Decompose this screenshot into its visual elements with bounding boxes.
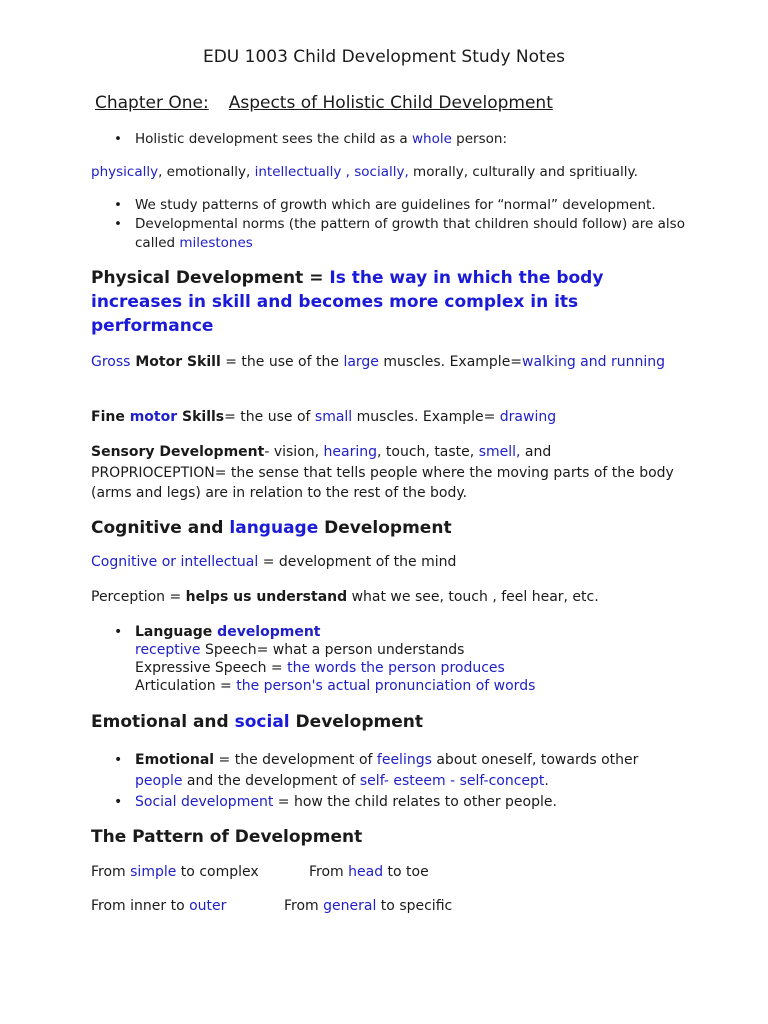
text-run: development — [217, 624, 321, 640]
text-run: Emotional and — [91, 712, 235, 732]
text-run: Emotional — [135, 752, 215, 768]
text-run: . — [544, 773, 549, 789]
text-run: Language — [135, 624, 218, 640]
text-run: Developmental norms (the pattern of growth that children should follow) are also called — [135, 216, 685, 251]
text-run: feelings — [376, 752, 432, 768]
text-run: simple — [130, 864, 177, 880]
text-run: self- esteem - self-concept — [359, 773, 545, 789]
text-run: about oneself, towards other — [431, 752, 639, 768]
text-run: hearing — [323, 444, 378, 460]
physical-heading — [91, 266, 688, 338]
text-run: = development of the mind — [258, 554, 457, 570]
sensory-paragraph — [91, 442, 688, 504]
text-run: Cognitive and — [91, 518, 230, 538]
text-run: what we see, touch , feel hear, etc. — [347, 589, 599, 605]
text-run: , touch, taste, — [377, 444, 479, 460]
fine-motor-paragraph — [91, 408, 688, 427]
emotional-list — [135, 750, 688, 813]
text-run: outer — [189, 898, 227, 914]
language-list — [135, 623, 688, 695]
text-run: Social development — [135, 794, 274, 810]
text-run: , emotionally, — [158, 164, 255, 180]
text-run: muscles. Example= — [352, 409, 500, 425]
document-title: EDU 1003 Child Development Study Notes — [202, 47, 566, 67]
list-item — [135, 130, 688, 149]
text-run: = the development of — [214, 752, 377, 768]
text-run: Skills — [177, 409, 225, 425]
text-run: Fine — [91, 409, 130, 425]
text-run: language — [229, 518, 319, 538]
text-run: large — [343, 354, 379, 370]
text-run: Gross — [91, 354, 131, 370]
text-run: and PROPRIOCEPTION= the sense that tells people where the moving parts of the body (arms and legs) are in relation to the rest of the body. — [91, 444, 674, 501]
chapter-label: Chapter One: — [95, 93, 209, 113]
pattern-heading: The Pattern of Development — [91, 827, 363, 847]
text-run: to toe — [383, 864, 429, 880]
text-run: walking and running — [522, 354, 665, 370]
text-run: = how the child relates to other people. — [273, 794, 557, 810]
text-run: to complex — [176, 864, 259, 880]
text-run: intellectually — [254, 164, 346, 180]
text-run: From — [309, 864, 349, 880]
patterns-list — [135, 196, 688, 253]
text-run: = the use of — [224, 409, 315, 425]
list-item: • We study patterns of growth which are guidelines for “normal” development. — [135, 196, 688, 215]
cognitive-definition — [91, 553, 688, 572]
list-item — [135, 750, 688, 792]
text-run: motor — [129, 409, 178, 425]
pattern-head-toe — [309, 863, 509, 882]
text-run: receptive — [135, 642, 201, 658]
text-run: From — [91, 864, 131, 880]
aspects-line — [91, 163, 688, 182]
text-run: general — [323, 898, 377, 914]
text-run: whole — [411, 131, 452, 147]
list-item — [135, 215, 688, 253]
text-run: Articulation = — [135, 678, 237, 694]
text-run: person: — [451, 131, 508, 147]
text-run: milestones — [179, 235, 253, 251]
text-run: the words the person produces — [287, 660, 505, 676]
text-run: Perception = — [91, 589, 186, 605]
text-run: drawing — [499, 409, 557, 425]
pattern-simple-complex — [91, 863, 301, 882]
list-item — [135, 623, 688, 695]
list-item — [135, 792, 688, 813]
text-run: Holistic development sees the child as a — [135, 131, 412, 147]
text-run: Is the way in which the body increases in skill and becomes more complex in its performance — [91, 268, 604, 336]
intro-list — [135, 130, 688, 149]
text-run: Speech= what a person understands — [200, 642, 465, 658]
text-run: small — [314, 409, 353, 425]
text-run: = the use of the — [220, 354, 344, 370]
text-run: morally, culturally and spritiually. — [408, 164, 638, 180]
perception-line — [91, 588, 688, 607]
text-run: head — [348, 864, 384, 880]
text-run: the person's actual pronunciation of words — [236, 678, 536, 694]
text-run: to specific — [376, 898, 453, 914]
text-run: Sensory Development — [91, 444, 265, 460]
text-run: From — [284, 898, 324, 914]
text-run: Expressive Speech = — [135, 660, 288, 676]
text-run: physically — [91, 164, 159, 180]
chapter-heading — [95, 92, 688, 114]
text-run: and the development of — [182, 773, 360, 789]
text-run: Motor Skill — [130, 354, 221, 370]
text-run: From inner to — [91, 898, 190, 914]
text-run: Development — [289, 712, 423, 732]
pattern-inner-outer — [91, 897, 281, 916]
text-run: helps us understand — [185, 589, 348, 605]
text-run: - vision, — [264, 444, 324, 460]
text-run: , socially, — [345, 164, 409, 180]
pattern-general-specific — [284, 897, 504, 916]
text-run: people — [135, 773, 183, 789]
text-run: muscles. Example= — [378, 354, 523, 370]
text-run: Physical Development = — [91, 268, 330, 288]
text-run: Cognitive or intellectual — [91, 554, 259, 570]
chapter-name: Aspects of Holistic Child Development — [228, 93, 553, 113]
emotional-heading — [91, 710, 688, 734]
text-run: Development — [318, 518, 452, 538]
gross-motor-paragraph — [91, 353, 688, 372]
text-run: social — [234, 712, 290, 732]
text-run: smell, — [478, 444, 521, 460]
cognitive-heading — [91, 516, 688, 540]
